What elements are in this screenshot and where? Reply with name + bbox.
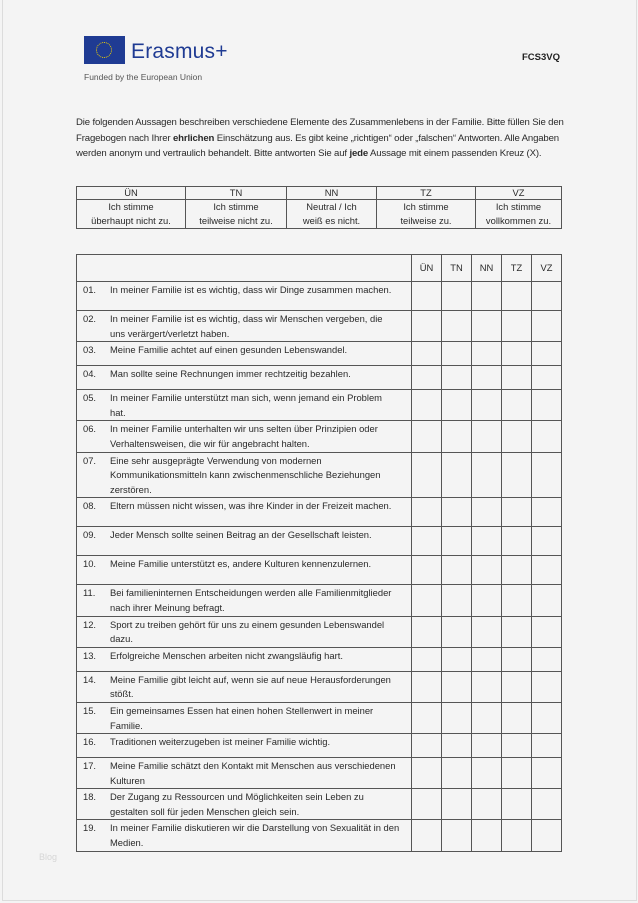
legend-description: Neutral / Ich weiß es nicht. (287, 200, 377, 229)
item-text: In meiner Familie unterhalten wir uns selten über Prinzipien oder Verhaltensweisen, die wir für angebracht halten. (110, 423, 378, 449)
statement-cell (77, 616, 412, 647)
answer-cell-tn[interactable] (442, 452, 472, 498)
answer-cell-un[interactable] (412, 556, 442, 585)
column-header-tn: TN (442, 255, 472, 282)
column-header-tz: TZ (502, 255, 532, 282)
answer-cell-tz[interactable] (502, 311, 532, 342)
statement-cell (77, 390, 412, 421)
answer-cell-tz[interactable] (502, 671, 532, 702)
answer-cell-tn[interactable] (442, 498, 472, 527)
table-row (77, 789, 562, 820)
answer-cell-tz[interactable] (502, 758, 532, 789)
item-number: 04. (83, 368, 97, 380)
answer-cell-tz[interactable] (502, 342, 532, 366)
legend-description: Ich stimme vollkommen zu. (476, 200, 562, 229)
logo-subtitle: Funded by the European Union (84, 72, 203, 82)
answer-cell-tn[interactable] (442, 311, 472, 342)
answer-cell-un[interactable] (412, 758, 442, 789)
answer-cell-nn[interactable] (472, 734, 502, 758)
legend-description: Ich stimme überhaupt nicht zu. (77, 200, 186, 229)
answer-cell-vz[interactable] (532, 758, 562, 789)
answer-cell-tz[interactable] (502, 616, 532, 647)
answer-cell-un[interactable] (412, 616, 442, 647)
item-number: 10. (83, 558, 97, 570)
answer-cell-nn[interactable] (472, 556, 502, 585)
answer-cell-tn[interactable] (442, 671, 472, 702)
item-text: Meine Familie unterstützt es, andere Kulturen kennenzulernen. (110, 558, 372, 570)
answer-cell-nn[interactable] (472, 671, 502, 702)
item-text: Man sollte seine Rechnungen immer rechtzeitig bezahlen. (110, 368, 351, 380)
answer-cell-nn[interactable] (472, 702, 502, 733)
table-row (77, 616, 562, 647)
answer-cell-vz[interactable] (532, 556, 562, 585)
statement-cell (77, 556, 412, 585)
item-text: Traditionen weiterzugeben ist meiner Familie wichtig. (110, 736, 331, 748)
answer-cell-nn[interactable] (472, 585, 502, 616)
table-row (77, 366, 562, 390)
answer-cell-un[interactable] (412, 366, 442, 390)
answer-cell-nn[interactable] (472, 647, 502, 671)
table-header-row (77, 255, 562, 282)
item-number: 13. (83, 649, 97, 661)
answer-cell-tn[interactable] (442, 789, 472, 820)
column-header-un: ÜN (412, 255, 442, 282)
answer-cell-tz[interactable] (502, 452, 532, 498)
answer-cell-tn[interactable] (442, 616, 472, 647)
answer-cell-un[interactable] (412, 452, 442, 498)
answer-cell-vz[interactable] (532, 282, 562, 311)
answer-cell-nn[interactable] (472, 820, 502, 851)
answer-cell-tn[interactable] (442, 366, 472, 390)
statement-cell (77, 647, 412, 671)
answer-cell-vz[interactable] (532, 527, 562, 556)
statement-cell (77, 820, 412, 851)
statement-cell (77, 311, 412, 342)
answer-cell-tz[interactable] (502, 789, 532, 820)
table-row (77, 647, 562, 671)
answer-cell-un[interactable] (412, 527, 442, 556)
intro-text: Die folgenden Aussagen beschreiben verschiedene Elemente des Zusammenlebens in der Familie. Bitte füllen Sie den Fragebogen nach Ihrer ehrlichen Einschätzung aus. Es gibt keine „richtigen“ oder „falschen“ Antworten. Alle Angaben werden anonym und vertraulich behandelt. Bitte antworten Sie auf jede Aussage mit einem passenden Kreuz (X). (76, 117, 564, 159)
eu-flag-icon (84, 36, 125, 64)
table-row (77, 585, 562, 616)
answer-cell-un[interactable] (412, 498, 442, 527)
statement-cell (77, 702, 412, 733)
answer-cell-un[interactable] (412, 734, 442, 758)
item-number: 15. (83, 704, 97, 716)
statement-header (77, 255, 412, 282)
statement-cell (77, 758, 412, 789)
emphasis-jede: jede (349, 148, 369, 159)
answer-cell-nn[interactable] (472, 421, 502, 452)
answer-cell-vz[interactable] (532, 820, 562, 851)
table-row (77, 498, 562, 527)
item-number: 08. (83, 500, 97, 512)
answer-cell-nn[interactable] (472, 616, 502, 647)
answer-cell-tn[interactable] (442, 282, 472, 311)
answer-cell-tn[interactable] (442, 647, 472, 671)
answer-cell-nn[interactable] (472, 282, 502, 311)
answer-cell-nn[interactable] (472, 527, 502, 556)
answer-cell-tz[interactable] (502, 585, 532, 616)
statement-cell (77, 452, 412, 498)
item-text: Eine sehr ausgeprägte Verwendung von modernen Kommunikationsmitteln kann zwischenmenschliche Beziehungen zerstören. (110, 454, 381, 495)
answer-cell-vz[interactable] (532, 366, 562, 390)
statement-cell (77, 671, 412, 702)
answer-cell-tz[interactable] (502, 702, 532, 733)
item-number: 17. (83, 760, 97, 772)
answer-cell-tz[interactable] (502, 647, 532, 671)
item-text: Bei familieninternen Entscheidungen werden alle Familienmitglieder nach ihrer Meinung befragt. (110, 587, 392, 613)
emphasis-ehrlichen: ehrlichen (172, 132, 215, 144)
answer-cell-tz[interactable] (502, 498, 532, 527)
column-header-nn: NN (472, 255, 502, 282)
answer-cell-vz[interactable] (532, 342, 562, 366)
item-number: 14. (83, 673, 97, 685)
answer-cell-nn[interactable] (472, 342, 502, 366)
table-row (77, 311, 562, 342)
answer-cell-nn[interactable] (472, 758, 502, 789)
answer-cell-tz[interactable] (502, 556, 532, 585)
answer-cell-nn[interactable] (472, 452, 502, 498)
questionnaire-table (76, 254, 562, 852)
answer-cell-tz[interactable] (502, 820, 532, 851)
answer-cell-nn[interactable] (472, 366, 502, 390)
answer-cell-tz[interactable] (502, 390, 532, 421)
table-row (77, 342, 562, 366)
legend-description: Ich stimme teilweise nicht zu. (186, 200, 287, 229)
answer-cell-tz[interactable] (502, 421, 532, 452)
legend-code: ÜN (77, 187, 186, 200)
item-text: Jeder Mensch sollte seinen Beitrag an der Gesellschaft leisten. (110, 529, 372, 541)
item-number: 16. (83, 736, 97, 748)
answer-cell-nn[interactable] (472, 789, 502, 820)
statement-cell (77, 421, 412, 452)
item-number: 11. (83, 587, 96, 599)
watermark: Blog (39, 852, 58, 862)
legend-code: TN (186, 187, 287, 200)
answer-cell-vz[interactable] (532, 585, 562, 616)
table-row (77, 820, 562, 851)
answer-cell-tn[interactable] (442, 556, 472, 585)
answer-scale-legend (76, 186, 562, 229)
answer-cell-tz[interactable] (502, 366, 532, 390)
item-number: 03. (83, 344, 97, 356)
item-text: Meine Familie gibt leicht auf, wenn sie auf neue Herausforderungen stößt. (110, 673, 391, 700)
answer-cell-tn[interactable] (442, 527, 472, 556)
answer-cell-un[interactable] (412, 702, 442, 733)
answer-cell-tn[interactable] (442, 702, 472, 733)
item-text: In meiner Familie unterstützt man sich, wenn jemand ein Problem hat. (110, 392, 382, 418)
answer-cell-vz[interactable] (532, 671, 562, 702)
statement-cell (77, 789, 412, 820)
table-row (77, 702, 562, 733)
item-number: 07. (83, 454, 97, 466)
statement-cell (77, 585, 412, 616)
answer-cell-vz[interactable] (532, 734, 562, 758)
table-row (77, 671, 562, 702)
answer-cell-vz[interactable] (532, 616, 562, 647)
answer-cell-tz[interactable] (502, 734, 532, 758)
item-number: 06. (83, 423, 97, 435)
item-number: 09. (83, 529, 97, 541)
answer-cell-tn[interactable] (442, 820, 472, 851)
item-text: In meiner Familie ist es wichtig, dass wir Dinge zusammen machen. (110, 284, 392, 295)
legend-description: Ich stimme teilweise zu. (377, 200, 476, 229)
statement-cell (77, 498, 412, 527)
answer-cell-vz[interactable] (532, 498, 562, 527)
table-row (77, 758, 562, 789)
item-number: 01. (83, 284, 97, 295)
answer-cell-vz[interactable] (532, 311, 562, 342)
answer-cell-un[interactable] (412, 311, 442, 342)
answer-cell-tn[interactable] (442, 585, 472, 616)
item-number: 05. (83, 392, 97, 404)
answer-cell-tz[interactable] (502, 527, 532, 556)
statement-cell (77, 527, 412, 556)
table-row (77, 421, 562, 452)
logo-text: Erasmus+ (131, 40, 228, 63)
table-row (77, 734, 562, 758)
answer-cell-vz[interactable] (532, 647, 562, 671)
statement-cell (77, 366, 412, 390)
answer-cell-tn[interactable] (442, 390, 472, 421)
item-text: Erfolgreiche Menschen arbeiten nicht zwangsläufig hart. (110, 649, 343, 661)
item-text: Ein gemeinsames Essen hat einen hohen Stellenwert in meiner Familie. (110, 704, 374, 731)
table-row (77, 390, 562, 421)
answer-cell-tn[interactable] (442, 342, 472, 366)
answer-cell-un[interactable] (412, 585, 442, 616)
column-header-vz: VZ (532, 255, 562, 282)
answer-cell-tn[interactable] (442, 758, 472, 789)
answer-cell-vz[interactable] (532, 421, 562, 452)
answer-cell-nn[interactable] (472, 311, 502, 342)
answer-cell-tn[interactable] (442, 421, 472, 452)
item-text: Der Zugang zu Ressourcen und Möglichkeiten sein Leben zu gestalten soll für jeden Menschen gleich sein. (110, 791, 364, 817)
answer-cell-vz[interactable] (532, 702, 562, 733)
answer-cell-un[interactable] (412, 820, 442, 851)
item-text: Meine Familie achtet auf einen gesunden Lebenswandel. (110, 344, 348, 356)
answer-cell-vz[interactable] (532, 390, 562, 421)
answer-cell-nn[interactable] (472, 390, 502, 421)
answer-cell-un[interactable] (412, 282, 442, 311)
legend-code: TZ (377, 187, 476, 200)
item-number: 12. (83, 618, 97, 630)
item-number: 02. (83, 313, 97, 324)
statement-cell (77, 342, 412, 366)
item-number: 18. (83, 791, 97, 803)
answer-cell-un[interactable] (412, 647, 442, 671)
legend-code: VZ (476, 187, 562, 200)
answer-cell-nn[interactable] (472, 498, 502, 527)
answer-cell-un[interactable] (412, 342, 442, 366)
answer-cell-vz[interactable] (532, 789, 562, 820)
item-text: In meiner Familie ist es wichtig, dass wir Menschen vergeben, die uns verärgert/verletzt haben. (110, 313, 383, 339)
item-number: 19. (83, 822, 97, 834)
answer-cell-tz[interactable] (502, 282, 532, 311)
answer-cell-tn[interactable] (442, 734, 472, 758)
item-text: Eltern müssen nicht wissen, was ihre Kinder in der Freizeit machen. (110, 500, 392, 512)
legend-code: NN (287, 187, 377, 200)
table-row (77, 556, 562, 585)
item-text: Meine Familie schätzt den Kontakt mit Menschen aus verschiedenen Kulturen (110, 760, 396, 786)
statement-cell (77, 734, 412, 758)
answer-cell-un[interactable] (412, 789, 442, 820)
answer-cell-vz[interactable] (532, 452, 562, 498)
item-text: Sport zu treiben gehört für uns zu einem gesunden Lebenswandel dazu. (110, 618, 385, 645)
statement-cell (77, 282, 412, 311)
item-text: In meiner Familie diskutieren wir die Darstellung von Sexualität in den Medien. (110, 822, 400, 849)
answer-cell-un[interactable] (412, 390, 442, 421)
form-code: FCS3VQ (522, 52, 561, 63)
table-row (77, 282, 562, 311)
table-row (77, 452, 562, 498)
answer-cell-un[interactable] (412, 671, 442, 702)
answer-cell-un[interactable] (412, 421, 442, 452)
table-row (77, 527, 562, 556)
